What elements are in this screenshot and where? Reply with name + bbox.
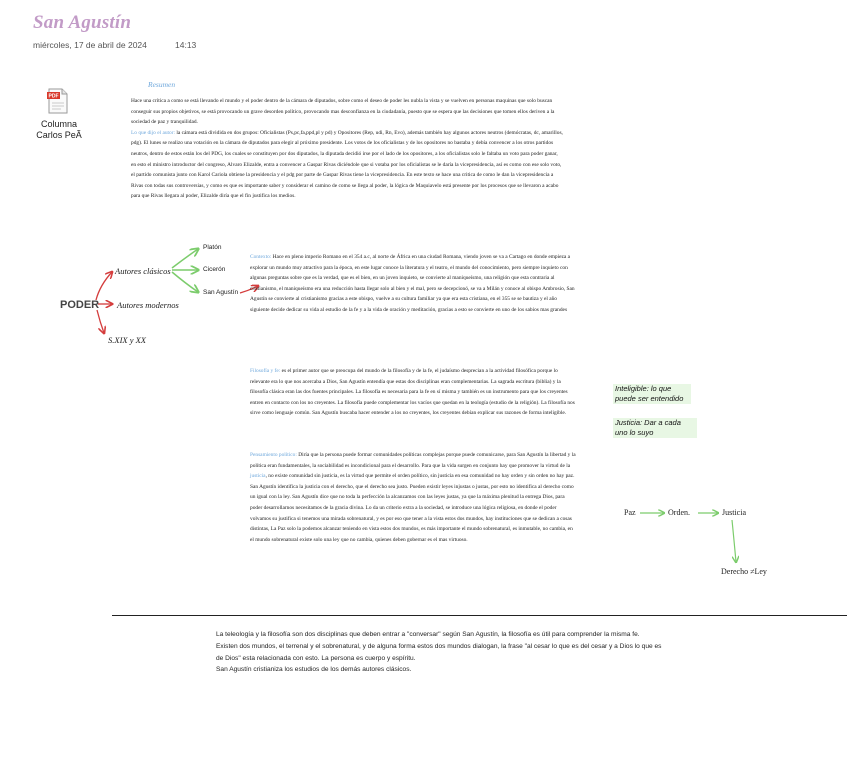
resumen-paragraph-1: Hace una crítica a como se está llevando el mundo y el poder dentro de la cámara de diputados, sobre como el deseo de poder les nubla la vista y se vuelven en personas maquinas que solo buscan conseguir sus propios objetivos, se está provocando un grave desorden político, provocando mas desconfianza en la ciudadanía, puesto que se espera que las decisiones que tomen ellos deriven a la sociedad de paz y tranquilidad. bbox=[131, 98, 555, 126]
pensamiento-label: Pensamiento político: bbox=[250, 452, 297, 458]
attachment-label-line2: Carlos PeÃ bbox=[36, 130, 82, 140]
pensamiento-text-b: , no existe comunidad sin justicia, es la virtud que permite el orden político, sin justicia en esa comunidad no hay orden y sin orden no hay paz. San Agustín identifica la justicia con el derecho, que el derecho sea justo. Pueden existir leyes injustas o justas, por esto no identifica al derecho como un igual con la ley. San Agustín dice que no toda la perfección la alcanzamos con las leyes justas, ya que la máxima plenitud la entrega Dios, para poder desarrollarnos necesitamos de la gracia divina. Lo da un criterio extra a la sociedad, se introduce una lógica religiosa, en donde el poder volvamos su justifica si tenemos una mirada sobrenatural, y es por eso que tener a la vista estos dos mundos, hay instituciones que se dedican a cosas distintas, La Paz solo la podemos alcanzar teniendo en vista estos dos mundos, es más importante el mundo sobrenatural, es inmutable, no cambia, en el mundo sobrenatural existe solo una ley que no cambia, quienes deben gobernar es el mas virtuoso. bbox=[250, 473, 575, 543]
filosofia-text: es el primer autor que se preocupa del mundo de la filosofía y de la fe, el judaísmo desprecian a la actividad filosófica porque lo relevante era lo que nos acercaba a Dios, San Agustín entendía que estas dos disciplinas eran complementarias. La sagrada escritura (biblia) y la filosofía clásica eran las dos fuentes principales. La filosofía es necesaria para la fe en sí misma y también es un instrumento para que los creyentes entren en contacto con los no creyentes. La filosofía puede complementar los vacíos que quedan en la teología (estudio de la religión). La filosofía nos sirve como lenguaje común. San Agustín buscaba hacer entender a los no creyentes, los creyentes debían explicar sus razones de forma inteligible. bbox=[250, 368, 575, 417]
svg-text:PDF: PDF bbox=[48, 93, 59, 100]
flow-orden: Orden. bbox=[668, 508, 690, 517]
mindmap-san-agustin: San Agustín bbox=[203, 289, 239, 296]
arrow-justicia-derecho bbox=[732, 520, 736, 562]
flow-justicia: Justicia bbox=[722, 508, 746, 517]
note-justicia: Justicia: Dar a cada uno lo suyo bbox=[613, 418, 697, 438]
arrow-clasicos-agustin bbox=[172, 272, 198, 292]
arrow-poder-clasicos bbox=[96, 272, 112, 300]
attachment-label-line1: Columna bbox=[40, 119, 78, 129]
page-date: miércoles, 17 de abril de 2024 bbox=[33, 40, 147, 50]
resumen-paragraph-2-text: la cámara está dividida en dos grupos: Oficialistas (Ps,pc,fa,ppd,pl y pd) y Opositores (Rep, udi, Rn, Evo), además también hay algunos actores neutros (demócratas, dc, amarillos, pdg). El lunes se realizo una votación en la cámara de diputados para elegir al próximo presidente. Los votos de los oficialistas y de los opositores no bastaba y debía convencer a los otros partidos neutros, dentro de estos están los del PDG, los cuales se constituyen por dos diputados, la diputada decidió irse por el lado de los opositores, a los oficialistas solo le faltaba un voto para poder ganar, en esto el ministro introductor del congreso, Alvaro Elizalde, entra a convencer a Gaspar Rivas diciéndole que si votaba por los oficialistas se le daría la vicepresidencia, así es como con ese solo voto, el partido comunista junto con Karol Cariola obtiene la presidencia y el pdg por parte de Gaspar Rivas tiene la vicepresidencia. En este texto se hace una critica de como le dan la vicepresidencia a Rivas con todas sus controversias, y como es que es importante saber y considerar el camino de como se llega al poder, la lógica de Maquiavelo está presente por los procesos que se llevaron a acabo para que Rivas llegara al poder, Elizalde diría que el fin justifica los medios. bbox=[131, 129, 563, 200]
contexto-text: Hace en pleno imperio Romano en el 354 a.c, al norte de África en una ciudad Romana, viendo joven se va a Cartago en donde empieza a explorar un mundo muy atractivo para la época, en este lugar conoce la literatura y el teatro, el mundo del conocimiento, pero siempre inquieto con algunas preguntas sobre que es la verdad, que es el bien, en un joven inquieto, se convierte al maniqueísmo, una religión que esta contraria al cristianismo, el maniqueísmo era una reducción hasta llegar solo al bien y el mal, pero se decepcionó, se va a Milán y conoce al obispo Ambrosio, San Agustín se convierte al cristianismo gracias a este obispo, vuelve a su cultura familiar ya que era esta cristiana, en el 355 se se bautiza y el año siguiente decide dedicar su vida al estudio de la fe y a la vida de oración y meditación, gracias a esto se convierte en uno de los sabios mas grandes bbox=[250, 254, 575, 313]
mindmap-poder: PODER bbox=[60, 299, 100, 311]
resumen-heading: Resumen bbox=[148, 80, 176, 89]
mindmap-sxix: S.XIX y XX bbox=[108, 335, 146, 345]
page-title: San Agustín bbox=[33, 12, 132, 33]
resumen-label: Lo que dijo el autor: bbox=[131, 129, 176, 136]
bottom-line-2: San Agustín cristianiza los estudios de los demás autores clásicos. bbox=[216, 666, 412, 674]
contexto-section bbox=[250, 252, 576, 316]
flow-derecho: Derecho ≠Ley bbox=[721, 567, 767, 576]
contexto-label: Contexto: bbox=[250, 254, 272, 260]
arrow-poder-sxix bbox=[97, 310, 104, 333]
arrow-clasicos-platon bbox=[172, 249, 198, 268]
bottom-line-1: La teleología y la filosofía son dos disciplinas que deben entrar a "conversar" según San Agustín, la filosofía es útil para comprender la misma fe. Existen dos mundos, el terrenal y el sobrenatural, y de alguna forma estos dos mundos dialogan, la frase "al cesar lo que es del cesar y a Dios lo que es de Dios" esta relacionada con esto. La persona es cuerpo y espíritu. bbox=[216, 631, 662, 662]
page-time: 14:13 bbox=[175, 40, 197, 50]
mindmap-ciceron: Cicerón bbox=[203, 266, 226, 273]
mindmap-autores-modernos: Autores modernos bbox=[117, 300, 179, 310]
bottom-text bbox=[216, 629, 662, 676]
flow-paz: Paz bbox=[624, 508, 636, 517]
pensamiento-justicia: justicia bbox=[250, 473, 266, 480]
pensamiento-text-a: Diría que la persona puede formar comunidades políticas complejas porque puede comunicarse, para San Agustín la libertad y la política eran fundamentales, la sociabilidad es incondicional para el desarrollo. Para que la vida surgen en conjunto hay que promover la virtud de la bbox=[250, 452, 576, 469]
mindmap-platon: Platón bbox=[203, 244, 222, 251]
pensamiento-section bbox=[250, 450, 576, 545]
note-inteligible: Inteligible: lo que puede ser entendido bbox=[613, 384, 691, 404]
mindmap-autores-clasicos: Autores clásicos bbox=[115, 266, 171, 276]
filosofia-label: Filosofía y fe: bbox=[250, 368, 281, 374]
filosofia-section bbox=[250, 366, 576, 419]
section-divider bbox=[112, 615, 847, 616]
